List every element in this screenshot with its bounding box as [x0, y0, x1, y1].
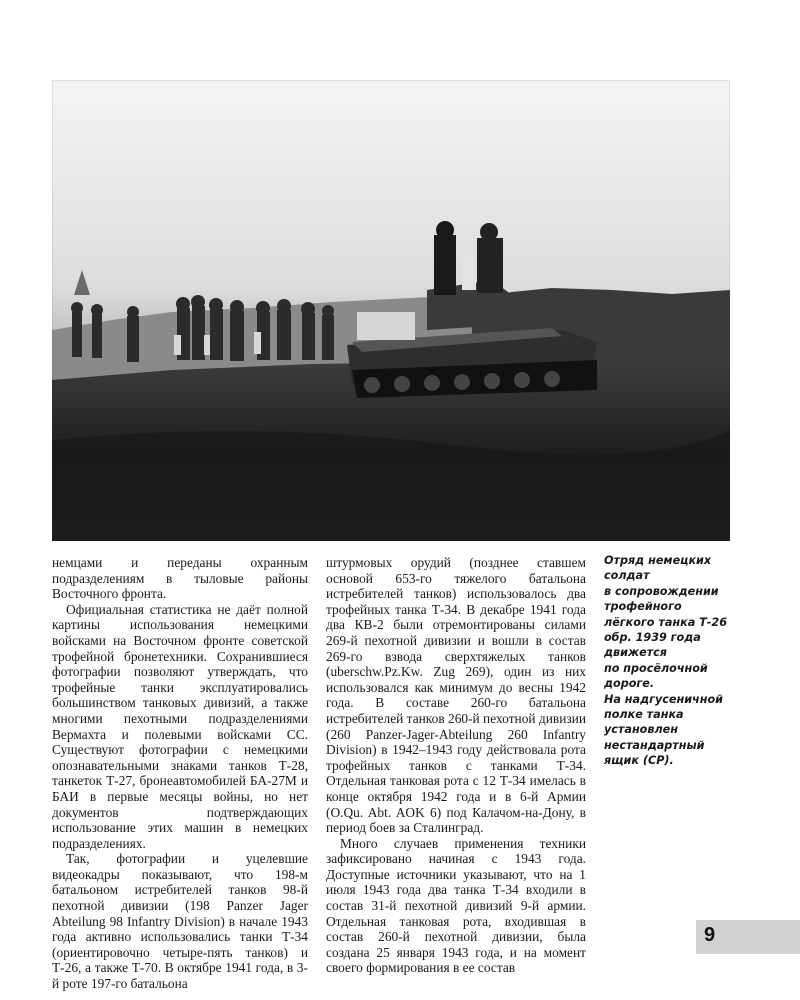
paragraph: Так, фотографии и уцелевшие видеокадры показывают, что 198-м батальоном истребителей танков 98-й пехотной дивизии (198 Panzer Jager Abteilung 98 Infantry Division) в начале 1943 года активно использовались танки Т-34 (ориентировочно четыре-пять танков) и Т-26, а также Т-70. В октябре 1941 года, в 3-й роте 197-го батальона — [52, 851, 308, 992]
caption-line: ящик (СР). — [604, 754, 674, 768]
caption-line: нестандартный — [604, 738, 705, 752]
caption-line: полке танка — [604, 708, 684, 722]
caption-line: лёгкого танка Т-26 — [604, 615, 727, 629]
caption-line: Отряд немецких — [604, 554, 712, 567]
caption-line: солдат — [604, 569, 650, 583]
caption-line: На надгусеничной — [604, 692, 723, 706]
caption-line: трофейного — [604, 600, 682, 614]
text-column-1 — [52, 555, 308, 992]
caption-line: дороге. — [604, 677, 655, 691]
paragraph: Официальная статистика не даёт полной картины использования немецкими войсками на Восточном фронте советской трофейной бронетехники. Сохранившиеся фотографии позволяют утверждать, что трофейные танки эксплуатировались большинством танковых дивизий, а также многими пехотными подразделениями Вермахта и полевыми войсками СС. Существуют фотографии с немецкими опознавательными знаками танков Т-28, танкеток Т-27, бронеавтомобилей БА-27М и БАИ в первые месяцы войны, но нет документов подтверждающих использование этих машин в немецких подразделениях. — [52, 601, 308, 851]
page-number-bar — [696, 920, 800, 954]
caption-line: обр. 1939 года — [604, 631, 701, 645]
text-column-2 — [326, 555, 586, 976]
caption-line: установлен — [604, 723, 678, 737]
photo-caption — [604, 553, 754, 769]
caption-line: движется — [604, 646, 667, 660]
caption-line: по просёлочной — [604, 661, 708, 675]
page-number: 9 — [704, 924, 716, 946]
caption-line: в сопровождении — [604, 584, 719, 598]
photo-tank-t26 — [52, 80, 730, 541]
paragraph: Много случаев применения техники зафиксировано начиная с 1943 года. Доступные источники указывают, что на 1 июля 1943 года два танка Т-34 входили в состав 31-й пехотной дивизий 9-й армии. Отдельная танковая рота, входившая в состав 260-й пехотной дивизии, была создана 25 января 1943 года, и на момент своего формирования в ее состав — [326, 835, 586, 976]
paragraph: штурмовых орудий (позднее ставшем основой 653-го тяжелого батальона истребителей танков) использовалось два трофейных танка Т-34. В декабре 1941 года два КВ-2 были отремонтированы силами 269-й пехотной дивизии и вошли в состав 269-го взвода сверхтяжелых танков (uberschw.Pz.Kw. Zug 269), один из них использовался как минимум до весны 1942 года. В составе 260-го батальона истребителей танков 260-й пехотной дивизии (260 Panzer-Jager-Abteilung 260 Infantry Division) в 1942–1943 году действовала рота трофейных танков с танками Т-34. Отдельная танковая рота с 12 Т-34 имелась в конце октября 1942 года и в 6-й Армии (O.Qu. Abt. AOK 6) под Калачом-на-Дону, в период боев за Сталинград. — [326, 555, 587, 836]
paragraph: немцами и переданы охранным подразделениям в тыловые районы Восточного фронта. — [52, 555, 308, 602]
